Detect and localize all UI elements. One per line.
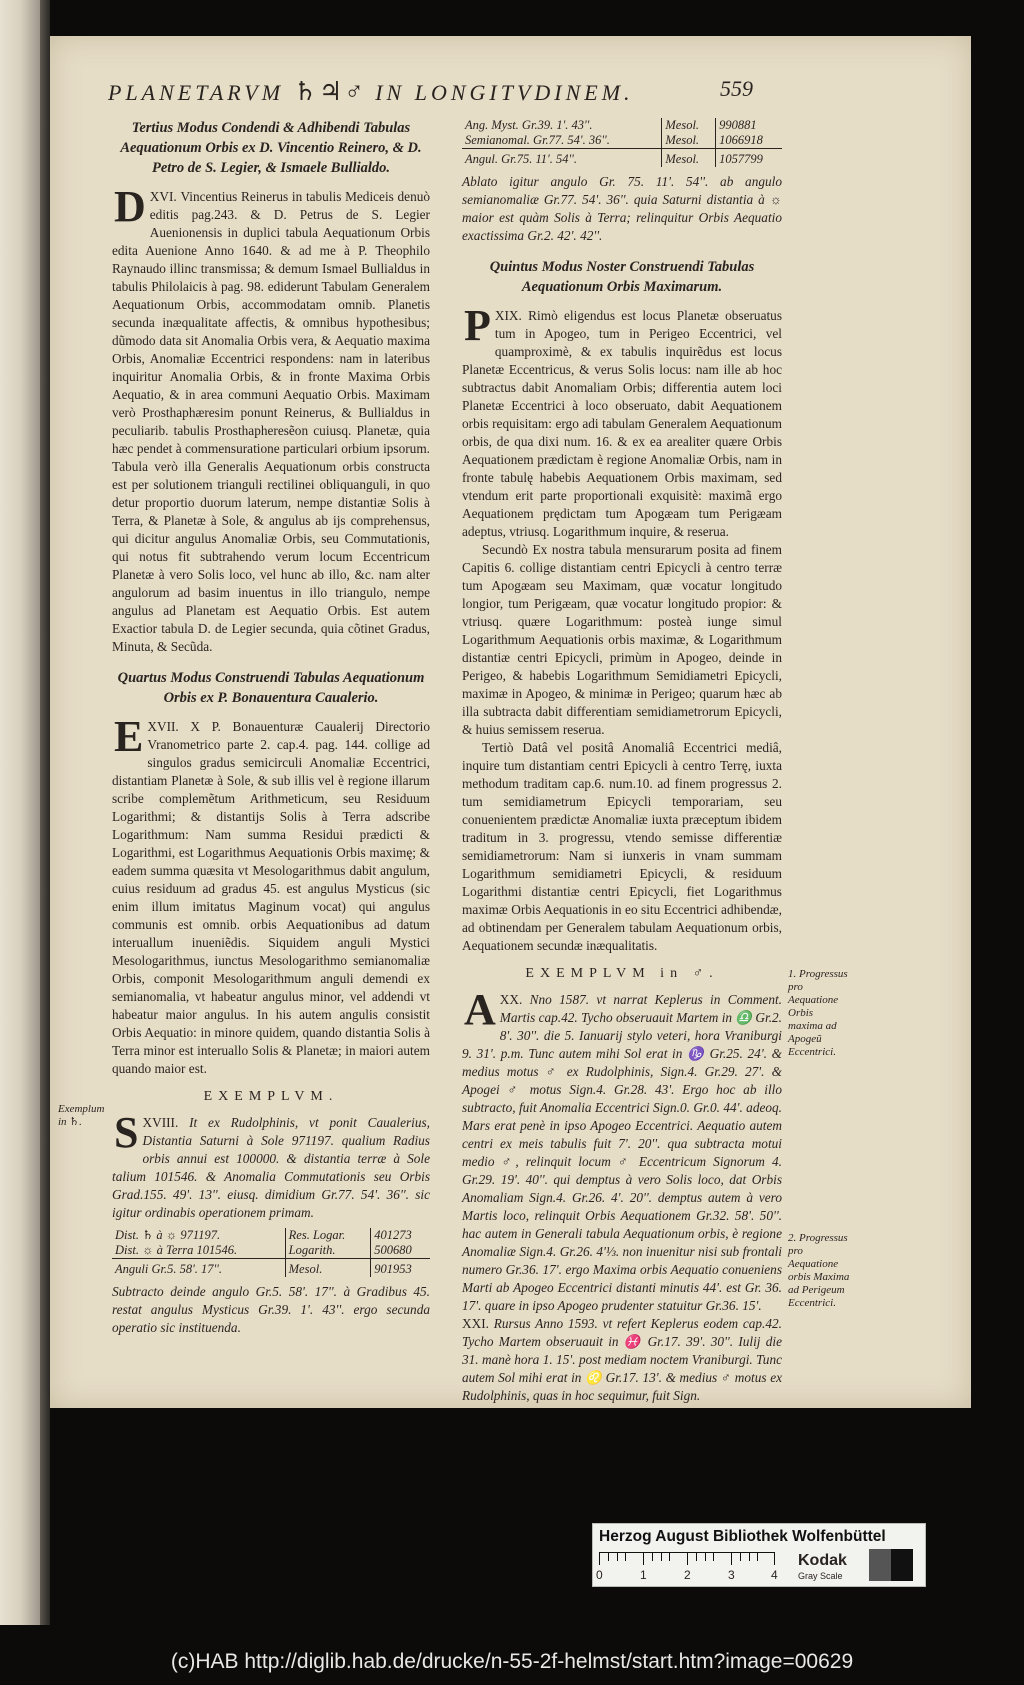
exemplum-heading: EXEMPLVM. xyxy=(203,1089,339,1104)
table-cell: 990881 xyxy=(716,118,782,133)
ruler-tick xyxy=(749,1553,750,1561)
table-cell: Mesol. xyxy=(662,149,716,168)
paragraph-number: XIX. xyxy=(494,308,522,323)
ruler-tick xyxy=(652,1553,653,1561)
library-color-card xyxy=(592,1523,926,1587)
paragraph-secundo: Secundò Ex nostra tabula mensurarum posita ad finem Capitis 6. collige distantiam centri Epicycli à centro terræ tum Apogæam seu Maximam, quæ vocatur longitudo longior, tum Perigæam, quæ vocatur longitudo propior: & vtriusq. quære Logarithmum: posteà iunge simul Logarithmum Aequationis orbis maximæ, & Logarithmum distantiæ centri Epicycli, primùm in Apogeo, deinde in Perigeo, & habebis Logarithmum Semidiametri Epicycli, maximæ in Apogeo, & minimæ in Perigeo; quarum hæc ab illa subtracta dabit differentiam semidiametrorum Epicycli, & huius semissem reserua. xyxy=(462,542,782,737)
table-cell: Dist. ☼ à Terra 101546. xyxy=(115,1243,238,1257)
scale-ruler xyxy=(599,1552,775,1567)
planet-symbols: ♄♃♂ xyxy=(293,77,366,106)
paragraph-ablato: Ablato igitur angulo Gr. 75. 11'. 54''. ab angulo semianomaliæ Gr.77. 54'. 36''. quia Saturni distantia à ☼ maior est quàm Solis à Terra; relinquitur Orbis Aequatio exactissima Gr.2. 42'. 42''. xyxy=(462,174,782,243)
table-cell: 1066918 xyxy=(716,133,782,149)
book-binding-edge xyxy=(0,0,40,1625)
running-title-start: PLANETARVM xyxy=(108,80,285,105)
table-cell: Logarith. xyxy=(285,1243,371,1259)
ruler-tick xyxy=(661,1553,662,1561)
table-cell: 901953 xyxy=(371,1259,430,1278)
ruler-tick xyxy=(774,1553,775,1565)
ruler-tick xyxy=(731,1553,732,1565)
table-cell: Semianomal. Gr.77. 54'. 36''. xyxy=(465,133,610,147)
paragraph-text: X P. Bonauenturæ Caualerij Directorio Vranometrico parte 2. cap.4. pag. 144. collige ad singulos gradus semicirculi Anomaliæ Eccentrici, distantiam Planetæ à Sole, & sub illis vel è regione illarum scribe complemẽtum Arithmeticum, seu Residuum Logarithmi; & distantijs Solis à Terra adscribe Logarithmum: Nam summa Residui prædicti & Logarithmi, est Logarithmus Aequationis Orbis maximę; & eadem summa quæsita vt Mesologarithmus dabit angulum, cuius residuum ad gradus 45. est angulus Mysticus (sic enim illum imitatus Maginum vocat) qui angulus communis est omnib. orbis Aequationibus ad datum interuallum inueniẽdis. Siquidem anguli Mystici Mesologarithmus, iunctus Mesologarithmo semianomaliæ Orbis, componit Mesologarithmum anguli demendi ex semianomalia, vt habeatur angulus minor, vel addendi vt habeatur maior angulus. In his autem angulis consistit Orbis Aequatio: in minore quidem, quando distantia Solis à Terra minor est interuallo Solis & Planetæ; in maiori autem quando maior est. xyxy=(112,719,430,1076)
table-cell: Mesol. xyxy=(285,1259,371,1278)
table-row xyxy=(112,1243,430,1259)
paragraph-number: XVIII. xyxy=(142,1115,179,1130)
drop-cap: S xyxy=(114,1108,139,1157)
ruler-number: 2 xyxy=(684,1568,691,1582)
ruler-tick xyxy=(643,1553,644,1565)
ruler-tick xyxy=(599,1553,600,1565)
paragraph-xxi xyxy=(462,1315,782,1405)
table-cell: 500680 xyxy=(371,1243,430,1259)
binding-shadow xyxy=(40,0,50,1625)
table-cell: 1057799 xyxy=(716,149,782,168)
copyright-footer: (c)HAB http://diglib.hab.de/drucke/n-55-2f-helmst/start.htm?image=00629 xyxy=(170,1650,854,1673)
paragraph-tertio: Tertiò Datâ vel positâ Anomaliâ Eccentrici mediâ, inquire tum distantiam centri Epicycli à centro Terrę, iuxta methodum traditam cap.6. num.10. ad finem progressus 2. tum semidiametrum Epicycli temporariam, seu conuenientem prædictæ Anomaliæ iuxta præceptum ibidem traditum in 3. progressu, vtendo semisse differentiæ semidiametrorum: Nam si iunxeris in vnam summam Logarithmum semidiametri Epicycli, & residuum Logarithmi distantiæ centri Epicycli, fiet Logarithmus maximæ Orbis Aequationis in eo situ Eccentrici adhibendæ, ad obtinendam per Generalem tabulam Aequationum orbis, Aequationem secundæ inæqualitatis. xyxy=(462,740,782,953)
paragraph-after-table: Subtracto deinde angulo Gr.5. 58'. 17''. à Gradibus 45. restat angulus Mysticus Gr.39. 1'. 43''. ergo secunda operatio sic instituenda. xyxy=(112,1284,430,1335)
ruler-tick xyxy=(687,1553,688,1565)
drop-cap: P xyxy=(464,301,491,350)
ruler-tick xyxy=(696,1553,697,1561)
ruler-tick xyxy=(705,1553,706,1561)
exemplum-mars-heading: EXEMPLVM in ♂. xyxy=(525,966,719,981)
table-cell: Angul. Gr.75. 11'. 54''. xyxy=(462,149,662,168)
ruler-number: 0 xyxy=(596,1568,603,1582)
library-name: Herzog August Bibliothek Wolfenbüttel xyxy=(599,1528,886,1545)
ruler-tick xyxy=(608,1553,609,1561)
drop-cap: A xyxy=(464,985,496,1034)
page-number: 559 xyxy=(720,76,753,101)
paragraph-number: XX. xyxy=(499,992,523,1007)
paragraph-number: XVI. xyxy=(149,189,177,204)
paragraph-number: XXI. xyxy=(462,1316,489,1331)
ruler-tick xyxy=(617,1553,618,1561)
table-cell: 401273 xyxy=(371,1228,430,1243)
ruler-tick xyxy=(669,1553,670,1561)
paragraph-xx xyxy=(462,985,782,1315)
table-row xyxy=(462,149,782,168)
drop-cap: E xyxy=(114,712,144,761)
paragraph-text: Rimò eligendus est locus Planetæ obseruatus tum in Apogeo, tum in Perigeo Eccentrici, vel quamproximè, & ex tabulis inquirẽdus est locus Planetæ Eccentricus, & verus Solis locus: nam ille ab hoc subtractus dabit Anomaliam Orbis; differentia autem loci Planetæ Eccentrici à loco obseruato, dabit Aequationem orbis requisitam: ergo adi tabulam Generalem Aequationum orbis, de qua dixi num. 16. & ex ea arealiter quære Orbis Aequationem prædictam è regione Anomaliæ Orbis, nam in fronte tabulę habebis Aequationem Orbis maximam, sed vtendum erit parte proportionali exquisitè: maximã ergo Aequationem prędictam tum Apogæam tum Perigæam adeptus, vtriusq. Logarithmum inquire, & reserua. xyxy=(462,308,783,539)
ruler-tick xyxy=(757,1553,758,1561)
paragraph-number: XVII. xyxy=(147,719,179,734)
table-cell: Res. Logar. xyxy=(285,1228,371,1243)
margin-note-progressus-1: 1. Progressus pro Aequatione Orbis maxima ad Apogeũ Eccentrici. xyxy=(788,968,848,1058)
logarithm-table-saturn xyxy=(112,1228,430,1277)
black-swatch xyxy=(891,1549,913,1581)
table-cell: Anguli Gr.5. 58'. 17''. xyxy=(112,1259,285,1278)
running-title-end: IN LONGITVDINEM. xyxy=(375,80,634,105)
heading-modus-tertius: Tertius Modus Condendi & Adhibendi Tabulas Aequationum Orbis ex D. Vincentio Reinero, & D. Petro de S. Legier, & Ismaele Bullialdo. xyxy=(120,120,422,176)
paragraph-text: Vincentius Reinerus in tabulis Mediceis denuò editis pag.243. & D. Petrus de S. Legier Auenionensis in duplici tabula Aequationum Orbis edita Auenione Anno 1640. & ad me à P. Theophilo Raynaudo illinc transmissa; & demum Ismael Bullialdus in tabulis Philolaicis à pag. 98. ediderunt Tabulam Generalem Aequationum Orbis, accommodatam omnib. Planetis secunda inæqualitate affectis, & omnibus hypothesibus; dũmodo data sit Anomalia Orbis vera, & Aequatio maxima Orbis, Anomaliæ Eccentrici respondens: nam in lateribus inquiritur Anomalia Orbis, & in fronte Maxima Orbis Aequatio, & in area communi Aequatio Orbis. Maximam verò Prosthaphæresim ponunt Reinerus, & Bullialdus in peculiarib. tabulis Prosthapheresẽon cuiusq. Planetæ, quia hæc pendet à commensuratione particulari orbium ipsorum. Tabula verò illa Generalis Aequationum orbis constructa est per solutionem trianguli rectilinei obliquanguli, in quo detur proportio duorum laterum, nempe distantiæ Solis à Terra, & Planetæ à Sole, & angulus ab ijs comprehensus, qui dicitur angulus Anomaliæ Orbis, seu Commutationis, qui notus fit subtrahendo verum locum Eccentricum Planetæ à vero Solis loco, vel hunc ab illo, &c. nam alter angulorum ad basim inuentus in illo triangulo, nempe angulus ad Planetam est Aequatio Orbis. Est autem Exactior tabula D. de Legier secunda, quia cõtinet Gradus, Minuta, & Secũda. xyxy=(112,189,431,654)
left-column xyxy=(112,118,430,1337)
ruler-number: 4 xyxy=(771,1568,778,1582)
paragraph-text: It ex Rudolphinis, vt ponit Caualerius, Distantia Saturni à Sole 971197. qualium Radius orbis annui est 100000. & distantia terræ à Sole talium 101546. & Anomalia Commutationis seu Orbis Grad.155. 49'. 13''. eiusq. dimidium Gr.77. 54'. 36''. sic igitur ordinabis operationem primam. xyxy=(112,1115,431,1220)
logarithm-table-mystic xyxy=(462,118,782,167)
gray-swatch xyxy=(869,1549,891,1581)
margin-note-progressus-2: 2. Progressus pro Aequatione orbis Maxima ad Perigeum Eccentrici. xyxy=(788,1232,850,1309)
table-cell: Mesol. xyxy=(662,118,716,133)
kodak-logo-text: Kodak xyxy=(798,1552,847,1569)
table-row xyxy=(112,1228,430,1243)
gray-scale-text: Gray Scale xyxy=(798,1571,843,1581)
table-row xyxy=(112,1259,430,1278)
heading-modus-quintus: Quintus Modus Noster Construendi Tabulas Aequationum Orbis Maximarum. xyxy=(489,259,755,295)
ruler-tick xyxy=(740,1553,741,1561)
drop-cap: D xyxy=(114,182,146,231)
ruler-number: 3 xyxy=(728,1568,735,1582)
paragraph-xviii xyxy=(112,1108,431,1222)
paragraph-text: Nno 1587. vt narrat Keplerus in Comment. Martis cap.42. Tycho obseruauit Martem in ♎ Gr.2. 8'. 30''. die 5. Ianuarij stylo veteri, hora Vraniburgi 9. 31'. p.m. Tunc autem mihi Sol erat in ♑ Gr.25. 24'. & medius motus ♂ ex Rudolphinis, Sign.4. Gr.29. 27'. & Apogei ♂ motus Sign.4. Gr.28. 43'. Ergo hoc ab illo subtracto, fuit Anomalia Eccentrici Sign.0. Gr.0. 44'. adeoq. Mars erat penè in ipso Apogeo Eccentrici. Aequatio autem centri ex meis tabulis fuit 7'. 20''. qua subtracta motui medio ♂, relinquit locum ♂ Eccentricum Signorum 4. Gr.29. 19'. 40''. qui demptus à vero Solis loco, dat Orbis Anomaliam Sign.4. Gr.26. 4'. 20''. demptus autem à vero Martis loco, relinquit Orbis Aequationem Gr.32. 58'. 50''. hac autem in Generali tabula Aequationum orbis, è regione Anomaliæ Sign.4. Gr.26. 4'⅓. non inuenitur nisi sub frontali numero Gr.36. 17'. ergo Maxima orbis Aequatio conueniens Marti ab Apogeo Eccentrici distanti minutis 44'. est Gr. 36. 17'. quare in ipso Apogeo prudenter statuitur Gr.36. 15'. xyxy=(462,992,782,1313)
ruler-tick xyxy=(713,1553,714,1561)
ruler-tick xyxy=(625,1553,626,1561)
table-cell: Ang. Myst. Gr.39. 1'. 43''. xyxy=(465,118,593,132)
table-row xyxy=(462,133,782,149)
table-cell: Mesol. xyxy=(662,133,716,149)
running-title xyxy=(108,77,808,107)
paragraph-xvii xyxy=(112,712,430,1078)
paragraph-text: Rursus Anno 1593. vt refert Keplerus eodem cap.42. Tycho Martem obseruauit in ♓ Gr.17. 39'. 30''. Iulij die 31. manè hora 1. 15'. post mediam noctem Vraniburgi. Tunc autem Sol mihi erat in ♌ Gr.17. 13'. & medius ♂ motus ex Rudolphinis, quas in hoc sequimur, fuit Sign. xyxy=(462,1316,782,1403)
heading-modus-quartus: Quartus Modus Construendi Tabulas Aequationum Orbis ex P. Bonauentura Caualerio. xyxy=(117,670,425,706)
table-row xyxy=(462,118,782,133)
paragraph-xvi xyxy=(112,182,431,656)
table-cell: Dist. ♄ à ☼ 971197. xyxy=(115,1228,221,1242)
paragraph-xix xyxy=(462,301,783,541)
ruler-number: 1 xyxy=(640,1568,647,1582)
margin-note-saturn: Exemplum in ♄. xyxy=(58,1103,105,1128)
right-column xyxy=(462,118,782,1405)
